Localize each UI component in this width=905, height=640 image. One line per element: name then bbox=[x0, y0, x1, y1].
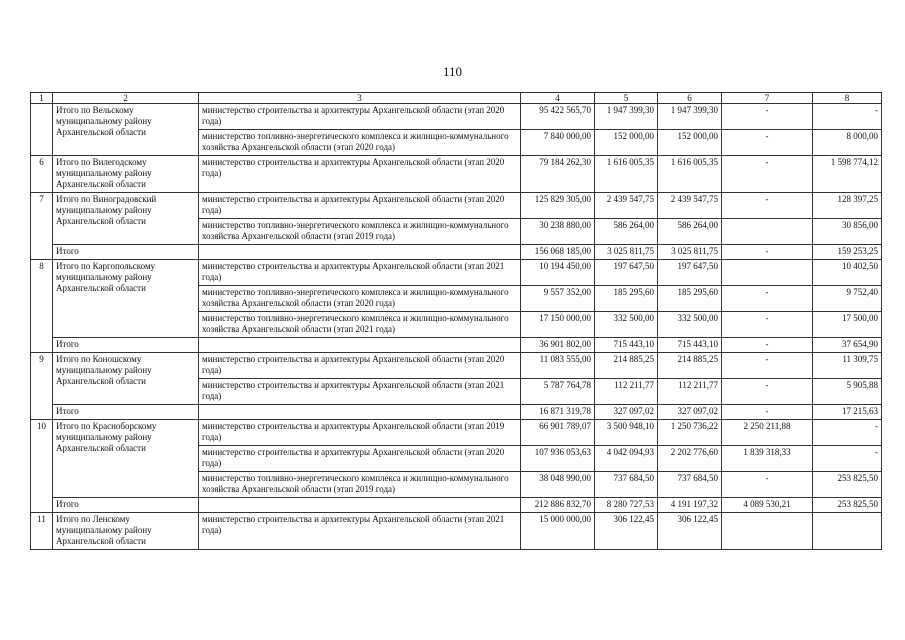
column-header: 4 bbox=[521, 93, 595, 104]
district-cell: Итого по Каргопольскому муниципальному району Архангельской области bbox=[53, 260, 199, 338]
empty-cell bbox=[199, 405, 521, 420]
total-amount-cell: 253 825,50 bbox=[813, 498, 882, 513]
amount-cell: 17 500,00 bbox=[813, 312, 882, 338]
total-row bbox=[31, 498, 882, 513]
total-amount-cell: 17 215,63 bbox=[813, 405, 882, 420]
ministry-cell: министерство строительства и архитектуры Архангельской области (этап 2019 года) bbox=[199, 420, 521, 446]
total-label: Итого bbox=[53, 338, 199, 353]
amount-cell: 185 295,60 bbox=[595, 286, 658, 312]
total-amount-cell: - bbox=[722, 338, 813, 353]
total-amount-cell: 715 443,10 bbox=[595, 338, 658, 353]
total-amount-cell: - bbox=[722, 245, 813, 260]
amount-cell: 66 901 789,07 bbox=[521, 420, 595, 446]
amount-cell: 125 829 305,00 bbox=[521, 193, 595, 219]
amount-cell: 1 250 736,22 bbox=[658, 420, 722, 446]
total-amount-cell: 3 025 811,75 bbox=[595, 245, 658, 260]
total-amount-cell: 36 901 802,00 bbox=[521, 338, 595, 353]
amount-cell: 9 557 352,00 bbox=[521, 286, 595, 312]
ministry-cell: министерство топливно-энергетического комплекса и жилищно-коммунального хозяйства Архангельской области (этап 2019 года) bbox=[199, 219, 521, 245]
amount-cell: - bbox=[813, 104, 882, 130]
total-amount-cell: 37 654,90 bbox=[813, 338, 882, 353]
row-number: 11 bbox=[31, 513, 53, 550]
table-row bbox=[31, 420, 882, 446]
amount-cell: 185 295,60 bbox=[658, 286, 722, 312]
amount-cell bbox=[722, 219, 813, 245]
amount-cell: 737 684,50 bbox=[658, 472, 722, 498]
row-number: 10 bbox=[31, 420, 53, 513]
total-amount-cell: 4 191 197,32 bbox=[658, 498, 722, 513]
header-row bbox=[31, 93, 882, 104]
ministry-cell: министерство строительства и архитектуры Архангельской области (этап 2020 года) bbox=[199, 193, 521, 219]
table-row bbox=[31, 156, 882, 193]
district-cell: Итого по Виноградовский муниципальному району Архангельской области bbox=[53, 193, 199, 245]
total-amount-cell: - bbox=[722, 405, 813, 420]
amount-cell: 214 885,25 bbox=[658, 353, 722, 379]
total-amount-cell: 3 025 811,75 bbox=[658, 245, 722, 260]
column-header: 6 bbox=[658, 93, 722, 104]
amount-cell: - bbox=[722, 379, 813, 405]
amount-cell: - bbox=[813, 446, 882, 472]
amount-cell: 1 598 774,12 bbox=[813, 156, 882, 193]
district-cell: Итого по Коношскому муниципальному району Архангельской области bbox=[53, 353, 199, 405]
amount-cell: 30 238 880,00 bbox=[521, 219, 595, 245]
amount-cell: 5 905,88 bbox=[813, 379, 882, 405]
total-amount-cell: 327 097,02 bbox=[595, 405, 658, 420]
amount-cell: 7 840 000,00 bbox=[521, 130, 595, 156]
table-row bbox=[31, 260, 882, 286]
ministry-cell: министерство топливно-энергетического комплекса и жилищно-коммунального хозяйства Архангельской области (этап 2020 года) bbox=[199, 286, 521, 312]
ministry-cell: министерство строительства и архитектуры Архангельской области (этап 2020 года) bbox=[199, 446, 521, 472]
empty-cell bbox=[199, 245, 521, 260]
amount-cell: 197 647,50 bbox=[658, 260, 722, 286]
amount-cell: 214 885,25 bbox=[595, 353, 658, 379]
ministry-cell: министерство топливно-энергетического комплекса и жилищно-коммунального хозяйства Архангельской области (этап 2019 года) bbox=[199, 472, 521, 498]
amount-cell: 253 825,50 bbox=[813, 472, 882, 498]
table-row bbox=[31, 193, 882, 219]
column-header: 7 bbox=[722, 93, 813, 104]
amount-cell: 332 500,00 bbox=[595, 312, 658, 338]
amount-cell: - bbox=[722, 353, 813, 379]
ministry-cell: министерство строительства и архитектуры Архангельской области (этап 2020 года) bbox=[199, 156, 521, 193]
empty-cell bbox=[199, 338, 521, 353]
amount-cell: 2 202 776,60 bbox=[658, 446, 722, 472]
amount-cell: 1 947 399,30 bbox=[658, 104, 722, 130]
amount-cell: - bbox=[722, 156, 813, 193]
total-amount-cell: 159 253,25 bbox=[813, 245, 882, 260]
total-row bbox=[31, 405, 882, 420]
column-header: 1 bbox=[31, 93, 53, 104]
total-row bbox=[31, 338, 882, 353]
amount-cell: 17 150 000,00 bbox=[521, 312, 595, 338]
amount-cell: 332 500,00 bbox=[658, 312, 722, 338]
column-header: 5 bbox=[595, 93, 658, 104]
total-amount-cell: 8 280 727,53 bbox=[595, 498, 658, 513]
total-label: Итого bbox=[53, 245, 199, 260]
column-header: 2 bbox=[53, 93, 199, 104]
total-label: Итого bbox=[53, 498, 199, 513]
amount-cell: 4 042 094,93 bbox=[595, 446, 658, 472]
amount-cell: 197 647,50 bbox=[595, 260, 658, 286]
ministry-cell: министерство строительства и архитектуры Архангельской области (этап 2020 года) bbox=[199, 353, 521, 379]
amount-cell: 112 211,77 bbox=[658, 379, 722, 405]
amount-cell: 30 856,00 bbox=[813, 219, 882, 245]
table-row bbox=[31, 513, 882, 550]
total-row bbox=[31, 245, 882, 260]
row-number: 9 bbox=[31, 353, 53, 420]
total-amount-cell: 327 097,02 bbox=[658, 405, 722, 420]
amount-cell: - bbox=[722, 130, 813, 156]
district-cell: Итого по Ленскому муниципальному району Архангельской области bbox=[53, 513, 199, 550]
amount-cell: 152 000,00 bbox=[595, 130, 658, 156]
amount-cell: 1 839 318,33 bbox=[722, 446, 813, 472]
amount-cell: 38 048 990,00 bbox=[521, 472, 595, 498]
amount-cell: 107 936 053,63 bbox=[521, 446, 595, 472]
district-cell: Итого по Красноборскому муниципальному району Архангельской области bbox=[53, 420, 199, 498]
ministry-cell: министерство строительства и архитектуры Архангельской области (этап 2021 года) bbox=[199, 379, 521, 405]
amount-cell: - bbox=[722, 312, 813, 338]
ministry-cell: министерство топливно-энергетического комплекса и жилищно-коммунального хозяйства Архангельской области (этап 2020 года) bbox=[199, 130, 521, 156]
page-number: 110 bbox=[442, 64, 463, 79]
amount-cell: 2 439 547,75 bbox=[658, 193, 722, 219]
ministry-cell: министерство топливно-энергетического комплекса и жилищно-коммунального хозяйства Архангельской области (этап 2021 года) bbox=[199, 312, 521, 338]
amount-cell: 95 422 565,70 bbox=[521, 104, 595, 130]
amount-cell bbox=[722, 513, 813, 550]
amount-cell bbox=[813, 513, 882, 550]
amount-cell: 9 752,40 bbox=[813, 286, 882, 312]
amount-cell: - bbox=[722, 104, 813, 130]
row-number: 6 bbox=[31, 156, 53, 193]
amount-cell: 2 439 547,75 bbox=[595, 193, 658, 219]
total-amount-cell: 16 871 319,78 bbox=[521, 405, 595, 420]
amount-cell: 79 184 262,30 bbox=[521, 156, 595, 193]
amount-cell: - bbox=[722, 286, 813, 312]
ministry-cell: министерство строительства и архитектуры Архангельской области (этап 2020 года) bbox=[199, 104, 521, 130]
amount-cell: 1 616 005,35 bbox=[595, 156, 658, 193]
empty-cell bbox=[199, 498, 521, 513]
row-number: 8 bbox=[31, 260, 53, 353]
amount-cell: 15 000 000,00 bbox=[521, 513, 595, 550]
amount-cell: - bbox=[722, 193, 813, 219]
amount-cell: 1 616 005,35 bbox=[658, 156, 722, 193]
amount-cell: 5 787 764,78 bbox=[521, 379, 595, 405]
table-row bbox=[31, 104, 882, 130]
amount-cell: 8 000,00 bbox=[813, 130, 882, 156]
amount-cell: 128 397,25 bbox=[813, 193, 882, 219]
amount-cell: 306 122,45 bbox=[595, 513, 658, 550]
total-amount-cell: 715 443,10 bbox=[658, 338, 722, 353]
amount-cell: 586 264,00 bbox=[595, 219, 658, 245]
amount-cell: 11 083 555,00 bbox=[521, 353, 595, 379]
table-body bbox=[31, 93, 882, 550]
amount-cell: - bbox=[813, 420, 882, 446]
district-cell: Итого по Вилегодскому муниципальному району Архангельской области bbox=[53, 156, 199, 193]
amount-cell bbox=[722, 260, 813, 286]
ministry-cell: министерство строительства и архитектуры Архангельской области (этап 2021 года) bbox=[199, 260, 521, 286]
row-number bbox=[31, 104, 53, 156]
amount-cell: 737 684,50 bbox=[595, 472, 658, 498]
table-row bbox=[31, 353, 882, 379]
amount-cell: 2 250 211,88 bbox=[722, 420, 813, 446]
amount-cell: 306 122,45 bbox=[658, 513, 722, 550]
district-cell: Итого по Вельскому муниципальному району Архангельской области bbox=[53, 104, 199, 156]
total-amount-cell: 156 068 185,00 bbox=[521, 245, 595, 260]
amount-cell: - bbox=[722, 472, 813, 498]
total-amount-cell: 212 886 832,70 bbox=[521, 498, 595, 513]
column-header: 8 bbox=[813, 93, 882, 104]
ministry-cell: министерство строительства и архитектуры Архангельской области (этап 2021 года) bbox=[199, 513, 521, 550]
total-label: Итого bbox=[53, 405, 199, 420]
row-number: 7 bbox=[31, 193, 53, 260]
amount-cell: 10 194 450,00 bbox=[521, 260, 595, 286]
funding-table bbox=[30, 92, 882, 550]
amount-cell: 112 211,77 bbox=[595, 379, 658, 405]
amount-cell: 11 309,75 bbox=[813, 353, 882, 379]
column-header: 3 bbox=[199, 93, 521, 104]
amount-cell: 3 500 948,10 bbox=[595, 420, 658, 446]
amount-cell: 152 000,00 bbox=[658, 130, 722, 156]
amount-cell: 1 947 399,30 bbox=[595, 104, 658, 130]
amount-cell: 10 402,50 bbox=[813, 260, 882, 286]
total-amount-cell: 4 089 530,21 bbox=[722, 498, 813, 513]
amount-cell: 586 264,00 bbox=[658, 219, 722, 245]
